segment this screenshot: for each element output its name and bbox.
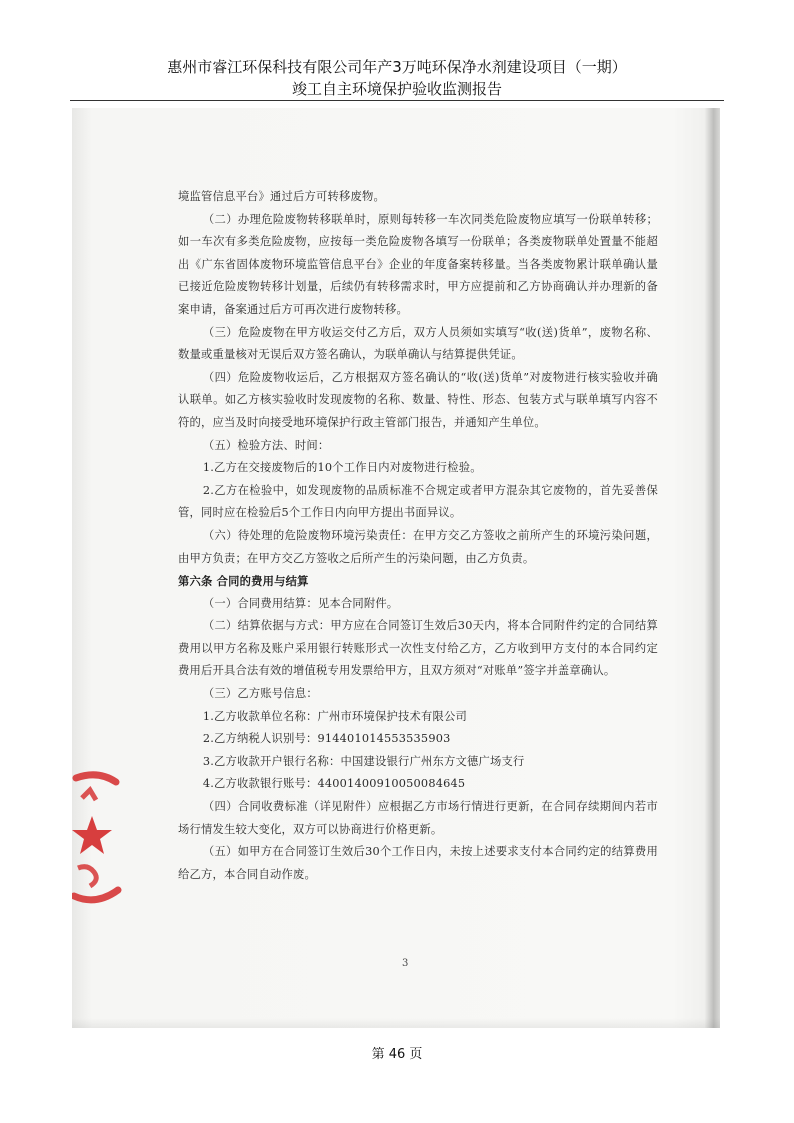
- page-footer: 第 46 页: [371, 1047, 423, 1062]
- contract-paragraph: 2.乙方在检验中，如发现废物的品质标准不合规定或者甲方混杂其它废物的，首先妥善保管，同时应在检验后5个工作日内向甲方提出书面异议。: [178, 483, 658, 520]
- report-title-line2: 竣工自主环境保护验收监测报告: [291, 80, 502, 98]
- contract-paragraph: 3.乙方收款开户银行名称：中国建设银行广州东方文德广场支行: [202, 754, 525, 768]
- section-heading: 第六条 合同的费用与结算: [178, 574, 309, 589]
- contract-paragraph: （四）危险废物收运后，乙方根据双方签名确认的“收(送)货单”对废物进行核实验收并确认联单。如乙方核实验收时发现废物的名称、数量、特性、形态、包装方式与联单填写内容不符的，应当及时向接受地环境保护行政主管部门报告，并通知产生单位。: [178, 370, 658, 429]
- report-title-line1: 惠州市睿江环保科技有限公司年产3万吨环保净水剂建设项目（一期）: [167, 58, 627, 76]
- contract-paragraph: 4.乙方收款银行账号：44001400910050084645: [202, 777, 466, 791]
- header-divider: [70, 100, 724, 101]
- scan-page-number: 3: [402, 958, 409, 969]
- contract-paragraph: 1.乙方收款单位名称：广州市环境保护技术有限公司: [202, 709, 467, 723]
- contract-paragraph: （一）合同费用结算：见本合同附件。: [202, 596, 399, 610]
- contract-paragraph: （五）如甲方在合同签订生效后30个工作日内，未按上述要求支付本合同约定的结算费用给乙方，本合同自动作废。: [178, 845, 658, 881]
- red-company-seal-icon: [72, 768, 128, 918]
- contract-paragraph: 1.乙方在交接废物后的10个工作日内对废物进行检验。: [202, 461, 482, 475]
- contract-paragraph: 2.乙方纳税人识别号：914401014553535903: [202, 732, 451, 746]
- contract-paragraph: （三）危险废物在甲方收运交付乙方后，双方人员须如实填写“收(送)货单”，废物名称、数量或重量核对无误后双方签名确认，为联单确认与结算提供凭证。: [178, 325, 658, 362]
- contract-paragraph: （五）检验方法、时间：: [202, 438, 330, 452]
- contract-paragraph: （四）合同收费标准（详见附件）应根据乙方市场行情进行更新，在合同存续期间内若市场行情发生较大变化，双方可以协商进行价格更新。: [178, 800, 658, 836]
- contract-paragraph: （三）乙方账号信息：: [202, 687, 318, 701]
- report-header: [70, 56, 724, 100]
- scanned-contract-page: [72, 108, 720, 1028]
- contract-paragraph: （二）结算依据与方式：甲方应在合同签订生效后30天内，将本合同附件约定的合同结算费用以甲方名称及账户采用银行转账形式一次性支付给乙方，乙方收到甲方支付的本合同约定费用后开具合法有效的增值税专用发票给甲方，且双方须对“对账单”签字并盖章确认。: [178, 619, 658, 678]
- contract-text: [178, 186, 658, 886]
- scan-page-edge: [704, 108, 720, 1028]
- scan-shadow: [72, 1018, 720, 1028]
- contract-paragraph: （二）办理危险废物转移联单时，原则每转移一车次同类危险废物应填写一份联单转移；如一车次有多类危险废物，应按每一类危险废物各填写一份联单；各类废物联单处置量不能超出《广东省固体废物环境监管信息平台》企业的年度备案转移量。当各类废物累计联单确认量已接近危险废物转移计划量，后续仍有转移需求时，甲方应提前和乙方协商确认并办理新的备案申请，备案通过后方可再次进行废物转移。: [178, 212, 658, 316]
- contract-paragraph: 境监管信息平台》通过后方可转移废物。: [178, 190, 385, 203]
- contract-paragraph: （六）待处理的危险废物环境污染责任：在甲方交乙方签收之前所产生的环境污染问题，由甲方负责；在甲方交乙方签收之后所产生的污染问题，由乙方负责。: [178, 528, 658, 565]
